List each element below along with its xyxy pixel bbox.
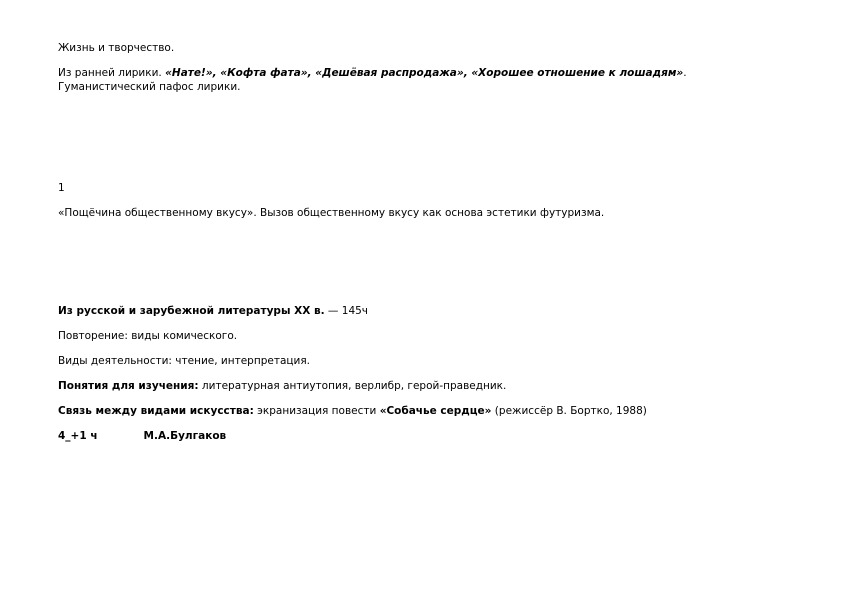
section-hours: — 145ч	[324, 305, 369, 317]
concepts-line	[58, 379, 506, 393]
lesson-line	[58, 429, 226, 443]
arts-line	[58, 404, 647, 418]
slap-text: «Пощёчина общественному вкусу». Вызов общественному вкусу как основа эстетики футуризма.	[58, 207, 605, 219]
section-heading	[58, 304, 368, 318]
early-lyrics-prefix: Из ранней лирики.	[58, 67, 166, 79]
arts-work-title: «Собачье сердце»	[379, 405, 492, 417]
repeat-text: Повторение: виды комического.	[58, 330, 238, 342]
life-and-work-line	[58, 41, 174, 55]
lesson-author: М.А.Булгаков	[143, 430, 227, 442]
life-and-work-text: Жизнь и творчество.	[58, 42, 175, 54]
repeat-line	[58, 329, 237, 343]
activities-line	[58, 354, 310, 368]
section-title: Из русской и зарубежной литературы XX в.	[58, 305, 325, 317]
arts-note: (режиссёр В. Бортко, 1988)	[491, 405, 647, 417]
early-lyrics-titles: «Нате!», «Кофта фата», «Дешёвая распродажа», «Хорошее отношение к лошадям»	[165, 67, 684, 79]
concepts-text: литературная антиутопия, верлибр, герой-праведник.	[198, 380, 507, 392]
early-lyrics-suffix: . Гуманистический пафос лирики.	[58, 67, 687, 93]
concepts-label: Понятия для изучения:	[58, 380, 199, 392]
arts-text: экранизация повести	[253, 405, 380, 417]
slap-paragraph	[58, 206, 604, 220]
arts-label: Связь между видами искусства:	[58, 405, 254, 417]
early-lyrics-paragraph	[58, 66, 778, 94]
lesson-hours: 4_+1 ч	[58, 430, 98, 442]
activities-text: Виды деятельности: чтение, интерпретация.	[58, 355, 311, 367]
page-number	[58, 181, 65, 195]
page-number-text: 1	[58, 182, 65, 194]
